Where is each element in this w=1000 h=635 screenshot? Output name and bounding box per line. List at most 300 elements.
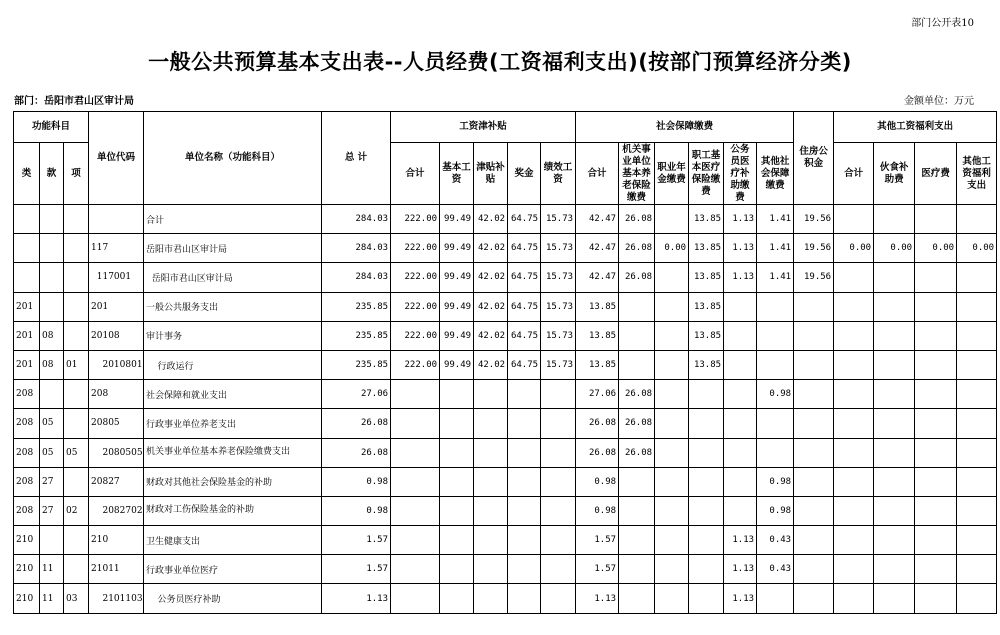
other-social-header: 其他社会保障缴费	[757, 143, 794, 205]
table-cell: 11	[40, 555, 64, 584]
table-cell: 1.41	[757, 234, 794, 263]
table-cell: 1.57	[576, 555, 619, 584]
table-cell: 222.00	[391, 292, 440, 321]
table-cell	[655, 292, 689, 321]
table-cell: 08	[40, 350, 64, 379]
table-cell: 13.85	[689, 350, 724, 379]
table-cell: 210	[14, 526, 40, 555]
table-cell	[391, 526, 440, 555]
table-cell: 1.13	[576, 584, 619, 613]
table-cell: 0.00	[834, 234, 874, 263]
table-cell	[915, 467, 957, 496]
department-label: 部门：岳阳市君山区审计局	[14, 96, 134, 107]
table-cell	[40, 263, 64, 292]
table-cell: 42.02	[474, 205, 508, 234]
table-cell: 01	[64, 350, 89, 379]
table-cell	[474, 584, 508, 613]
table-cell: 222.00	[391, 321, 440, 350]
table-cell	[957, 467, 997, 496]
table-cell: 2101103	[89, 584, 144, 613]
table-cell: 99.49	[440, 263, 474, 292]
table-row	[14, 234, 997, 263]
kuan-header: 款	[40, 143, 64, 205]
table-cell	[834, 555, 874, 584]
table-cell	[541, 526, 576, 555]
table-cell	[474, 409, 508, 438]
table-cell: 42.02	[474, 292, 508, 321]
table-cell	[794, 438, 834, 467]
table-cell: 1.41	[757, 205, 794, 234]
table-cell	[508, 467, 541, 496]
other-sum-header: 合计	[834, 143, 874, 205]
table-cell	[794, 409, 834, 438]
table-cell: 222.00	[391, 205, 440, 234]
table-cell: 26.08	[619, 380, 655, 409]
table-cell	[724, 438, 757, 467]
table-cell	[64, 234, 89, 263]
table-cell	[834, 496, 874, 525]
table-cell	[508, 584, 541, 613]
table-cell: 26.08	[619, 234, 655, 263]
table-cell	[915, 380, 957, 409]
table-cell: 0.00	[915, 234, 957, 263]
table-cell	[874, 584, 915, 613]
table-cell	[874, 409, 915, 438]
pension-header: 机关事业单位基本养老保险缴费	[619, 143, 655, 205]
table-cell	[508, 438, 541, 467]
basic-wage-header: 基本工资	[440, 143, 474, 205]
table-cell	[391, 438, 440, 467]
table-cell	[834, 409, 874, 438]
table-row	[14, 409, 997, 438]
table-cell: 03	[64, 584, 89, 613]
table-cell	[957, 380, 997, 409]
func-subject-header: 功能科目	[14, 112, 89, 143]
table-cell	[655, 350, 689, 379]
table-cell: 19.56	[794, 234, 834, 263]
table-cell: 15.73	[541, 350, 576, 379]
table-cell	[794, 555, 834, 584]
table-cell: 201	[89, 292, 144, 321]
table-cell	[957, 205, 997, 234]
table-cell: 26.08	[619, 263, 655, 292]
table-cell	[64, 526, 89, 555]
total-header: 总 计	[322, 112, 391, 205]
table-cell: 210	[14, 584, 40, 613]
table-cell: 42.47	[576, 234, 619, 263]
table-cell: 机关事业单位基本养老保险缴费支出	[144, 438, 322, 467]
table-cell	[541, 467, 576, 496]
table-row	[14, 496, 997, 525]
table-row	[14, 205, 997, 234]
table-cell: 26.08	[619, 438, 655, 467]
table-cell: 行政运行	[144, 350, 322, 379]
table-cell: 208	[14, 496, 40, 525]
table-cell	[724, 467, 757, 496]
table-cell	[64, 380, 89, 409]
table-cell	[508, 496, 541, 525]
table-cell: 13.85	[576, 292, 619, 321]
social-sum-header: 合计	[576, 143, 619, 205]
table-cell	[794, 584, 834, 613]
table-cell	[619, 496, 655, 525]
table-cell	[391, 380, 440, 409]
table-cell	[689, 526, 724, 555]
table-row	[14, 438, 997, 467]
table-number-label: 部门公开表10	[911, 18, 974, 29]
table-cell: 208	[14, 380, 40, 409]
table-cell: 21011	[89, 555, 144, 584]
table-cell: 0.00	[957, 234, 997, 263]
table-cell	[541, 584, 576, 613]
table-cell	[64, 321, 89, 350]
table-cell	[689, 584, 724, 613]
table-cell: 1.41	[757, 263, 794, 292]
table-cell	[689, 467, 724, 496]
table-cell: 1.57	[576, 526, 619, 555]
table-cell: 岳阳市君山区审计局	[144, 234, 322, 263]
table-cell: 284.03	[322, 205, 391, 234]
table-cell: 08	[40, 321, 64, 350]
table-cell: 1.57	[322, 526, 391, 555]
table-cell	[440, 526, 474, 555]
table-cell	[957, 292, 997, 321]
table-cell	[64, 555, 89, 584]
other-group-header: 其他工资福利支出	[834, 112, 997, 143]
table-cell: 0.43	[757, 526, 794, 555]
table-cell: 公务员医疗补助	[144, 584, 322, 613]
table-cell: 117001	[89, 263, 144, 292]
table-cell	[915, 496, 957, 525]
table-cell	[391, 496, 440, 525]
table-row	[14, 584, 997, 613]
table-cell: 05	[40, 409, 64, 438]
table-cell	[874, 263, 915, 292]
table-cell: 235.85	[322, 321, 391, 350]
table-cell: 0.43	[757, 555, 794, 584]
table-cell: 一般公共服务支出	[144, 292, 322, 321]
bonus-header: 奖金	[508, 143, 541, 205]
table-cell: 1.13	[724, 526, 757, 555]
table-cell: 26.08	[619, 409, 655, 438]
unit-label: 金额单位：万元	[904, 96, 974, 107]
table-cell	[957, 438, 997, 467]
table-cell	[915, 555, 957, 584]
wage-group-header: 工资津补贴	[391, 112, 576, 143]
table-cell	[915, 321, 957, 350]
table-cell: 208	[14, 467, 40, 496]
table-cell	[440, 438, 474, 467]
table-cell	[541, 380, 576, 409]
table-cell	[619, 350, 655, 379]
table-cell	[689, 380, 724, 409]
table-cell	[14, 234, 40, 263]
table-cell	[724, 409, 757, 438]
table-cell: 财政对工伤保险基金的补助	[144, 496, 322, 525]
table-row	[14, 292, 997, 321]
table-cell	[391, 555, 440, 584]
table-cell: 27.06	[576, 380, 619, 409]
table-cell: 27	[40, 496, 64, 525]
table-cell: 1.57	[322, 555, 391, 584]
table-cell: 0.98	[322, 467, 391, 496]
table-cell: 222.00	[391, 350, 440, 379]
table-cell	[724, 496, 757, 525]
table-cell	[64, 467, 89, 496]
table-cell	[474, 467, 508, 496]
table-cell: 岳阳市君山区审计局	[144, 263, 322, 292]
table-cell	[915, 409, 957, 438]
table-cell: 99.49	[440, 205, 474, 234]
table-row	[14, 555, 997, 584]
table-cell	[757, 438, 794, 467]
table-cell: 284.03	[322, 263, 391, 292]
table-cell: 42.02	[474, 350, 508, 379]
table-cell: 0.98	[576, 467, 619, 496]
table-cell	[915, 584, 957, 613]
table-cell	[689, 555, 724, 584]
table-cell	[14, 263, 40, 292]
table-cell	[834, 321, 874, 350]
table-cell	[474, 496, 508, 525]
medical-header: 职工基本医疗保险缴费	[689, 143, 724, 205]
table-cell: 0.98	[757, 496, 794, 525]
table-cell: 1.13	[724, 234, 757, 263]
table-cell	[915, 350, 957, 379]
table-cell: 05	[64, 438, 89, 467]
table-cell	[915, 292, 957, 321]
table-cell: 行政事业单位养老支出	[144, 409, 322, 438]
table-cell	[40, 380, 64, 409]
table-cell: 20827	[89, 467, 144, 496]
table-body	[14, 205, 997, 614]
budget-table	[13, 111, 997, 614]
table-cell	[440, 584, 474, 613]
table-cell	[64, 205, 89, 234]
table-cell: 235.85	[322, 350, 391, 379]
table-cell	[655, 467, 689, 496]
table-row	[14, 526, 997, 555]
table-cell	[508, 555, 541, 584]
table-cell	[834, 350, 874, 379]
table-cell: 行政事业单位医疗	[144, 555, 322, 584]
table-cell: 64.75	[508, 234, 541, 263]
table-row	[14, 350, 997, 379]
table-cell	[794, 380, 834, 409]
lei-header: 类	[14, 143, 40, 205]
table-row	[14, 321, 997, 350]
table-cell	[874, 350, 915, 379]
table-cell	[834, 263, 874, 292]
table-cell: 1.13	[724, 555, 757, 584]
table-cell	[915, 205, 957, 234]
table-cell	[655, 526, 689, 555]
table-cell	[655, 496, 689, 525]
table-row	[14, 380, 997, 409]
table-cell	[915, 263, 957, 292]
table-cell	[794, 292, 834, 321]
table-cell	[655, 380, 689, 409]
table-cell: 201	[14, 321, 40, 350]
table-cell	[655, 584, 689, 613]
table-cell: 0.00	[874, 234, 915, 263]
allowance-header: 津贴补贴	[474, 143, 508, 205]
table-cell	[874, 292, 915, 321]
table-cell	[508, 526, 541, 555]
table-cell: 1.13	[724, 205, 757, 234]
table-cell: 26.08	[322, 438, 391, 467]
table-cell: 208	[89, 380, 144, 409]
table-cell	[794, 350, 834, 379]
table-cell: 15.73	[541, 321, 576, 350]
table-cell	[757, 584, 794, 613]
table-cell: 1.13	[322, 584, 391, 613]
table-cell	[689, 438, 724, 467]
table-cell	[724, 321, 757, 350]
table-cell	[541, 409, 576, 438]
table-cell: 19.56	[794, 263, 834, 292]
table-cell	[957, 350, 997, 379]
table-cell	[757, 292, 794, 321]
table-cell	[794, 526, 834, 555]
table-cell: 2082702	[89, 496, 144, 525]
table-cell: 13.85	[689, 205, 724, 234]
table-cell	[541, 555, 576, 584]
table-cell: 15.73	[541, 205, 576, 234]
table-cell	[391, 409, 440, 438]
table-cell	[957, 584, 997, 613]
table-cell	[619, 555, 655, 584]
table-row	[14, 467, 997, 496]
table-cell: 99.49	[440, 234, 474, 263]
table-cell	[655, 438, 689, 467]
table-cell	[40, 526, 64, 555]
table-cell	[40, 292, 64, 321]
table-cell: 64.75	[508, 263, 541, 292]
table-cell: 1.13	[724, 584, 757, 613]
table-cell	[874, 467, 915, 496]
table-cell	[957, 321, 997, 350]
table-cell: 11	[40, 584, 64, 613]
table-cell: 15.73	[541, 292, 576, 321]
table-cell: 26.08	[619, 205, 655, 234]
table-cell	[440, 380, 474, 409]
table-cell: 0.98	[576, 496, 619, 525]
housing-fund-header: 住房公积金	[794, 112, 834, 205]
table-cell	[474, 438, 508, 467]
table-cell	[541, 438, 576, 467]
table-cell	[834, 205, 874, 234]
table-cell	[874, 438, 915, 467]
table-cell	[655, 205, 689, 234]
table-cell	[874, 555, 915, 584]
unit-name-header: 单位名称（功能科目）	[144, 112, 322, 205]
table-row	[14, 263, 997, 292]
table-cell	[874, 496, 915, 525]
table-cell	[40, 234, 64, 263]
table-cell	[757, 321, 794, 350]
table-cell	[834, 584, 874, 613]
table-cell	[508, 380, 541, 409]
table-cell	[957, 263, 997, 292]
table-cell: 社会保障和就业支出	[144, 380, 322, 409]
table-cell: 208	[14, 409, 40, 438]
table-cell	[655, 263, 689, 292]
social-group-header: 社会保障缴费	[576, 112, 794, 143]
table-cell	[834, 292, 874, 321]
table-cell: 财政对其他社会保险基金的补助	[144, 467, 322, 496]
table-cell	[440, 496, 474, 525]
table-cell	[541, 496, 576, 525]
perf-wage-header: 绩效工资	[541, 143, 576, 205]
table-cell	[874, 526, 915, 555]
table-cell: 99.49	[440, 292, 474, 321]
table-cell	[474, 555, 508, 584]
table-cell: 222.00	[391, 263, 440, 292]
table-cell: 0.98	[757, 380, 794, 409]
table-cell: 27	[40, 467, 64, 496]
table-cell: 0.98	[322, 496, 391, 525]
table-cell	[724, 292, 757, 321]
table-cell	[40, 205, 64, 234]
table-cell	[619, 526, 655, 555]
table-cell: 26.08	[576, 409, 619, 438]
annuity-header: 职业年金缴费	[655, 143, 689, 205]
table-cell	[915, 526, 957, 555]
table-cell: 201	[14, 350, 40, 379]
table-cell	[619, 292, 655, 321]
table-cell	[655, 555, 689, 584]
table-cell: 42.02	[474, 321, 508, 350]
table-cell: 1.13	[724, 263, 757, 292]
table-cell	[874, 380, 915, 409]
table-cell: 15.73	[541, 234, 576, 263]
table-cell	[619, 321, 655, 350]
table-cell	[474, 526, 508, 555]
table-cell: 27.06	[322, 380, 391, 409]
table-cell	[757, 409, 794, 438]
table-cell	[689, 409, 724, 438]
table-cell: 审计事务	[144, 321, 322, 350]
table-cell: 201	[14, 292, 40, 321]
table-cell: 26.08	[576, 438, 619, 467]
civil-medical-header: 公务员医疗补助缴费	[724, 143, 757, 205]
table-cell: 64.75	[508, 292, 541, 321]
table-cell: 208	[14, 438, 40, 467]
table-cell: 05	[40, 438, 64, 467]
table-cell	[724, 350, 757, 379]
table-cell: 64.75	[508, 350, 541, 379]
table-cell: 合计	[144, 205, 322, 234]
wage-sum-header: 合计	[391, 143, 440, 205]
table-cell	[440, 555, 474, 584]
table-cell	[834, 380, 874, 409]
table-cell: 42.47	[576, 263, 619, 292]
table-cell: 99.49	[440, 350, 474, 379]
table-cell: 2010801	[89, 350, 144, 379]
table-cell: 284.03	[322, 234, 391, 263]
table-cell	[757, 350, 794, 379]
table-cell	[834, 467, 874, 496]
table-cell: 42.02	[474, 234, 508, 263]
table-cell: 99.49	[440, 321, 474, 350]
table-cell: 222.00	[391, 234, 440, 263]
table-cell: 13.85	[689, 263, 724, 292]
table-cell: 64.75	[508, 205, 541, 234]
med-fee-header: 医疗费	[915, 143, 957, 205]
table-cell	[874, 205, 915, 234]
table-cell: 42.47	[576, 205, 619, 234]
